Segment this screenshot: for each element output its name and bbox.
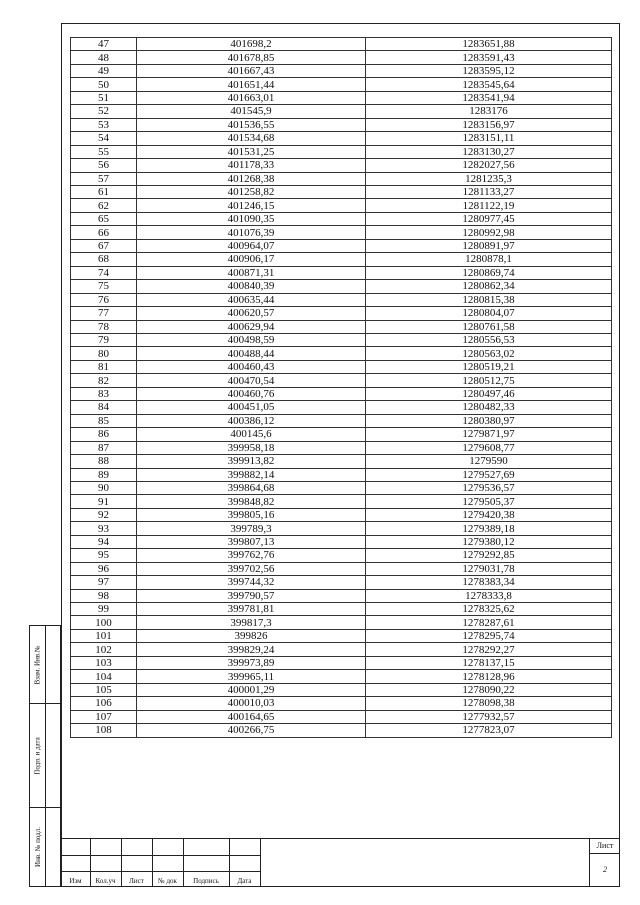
table-row: [71, 495, 612, 508]
x-coordinate-cell: 400164,65: [137, 710, 366, 723]
point-number-cell: 104: [71, 670, 137, 683]
table-row: [71, 481, 612, 494]
point-number-cell: 84: [71, 401, 137, 414]
x-coordinate-cell: 399790,57: [137, 589, 366, 602]
x-coordinate-cell: 401258,82: [137, 185, 366, 198]
table-row: [71, 374, 612, 387]
y-coordinate-cell: 1279871,97: [366, 428, 612, 441]
x-coordinate-cell: 401545,9: [137, 105, 366, 118]
point-number-cell: 78: [71, 320, 137, 333]
y-coordinate-cell: 1281122,19: [366, 199, 612, 212]
table-row: [71, 656, 612, 669]
point-number-cell: 81: [71, 360, 137, 373]
table-row: [71, 589, 612, 602]
table-row: [71, 159, 612, 172]
vzam-inv-label: Взам. Инв.№: [33, 645, 42, 685]
data-label: Дата: [237, 877, 252, 885]
point-number-cell: 67: [71, 239, 137, 252]
point-number-cell: 56: [71, 159, 137, 172]
x-coordinate-cell: 401178,33: [137, 159, 366, 172]
x-coordinate-cell: 399913,82: [137, 455, 366, 468]
y-coordinate-cell: 1278383,34: [366, 576, 612, 589]
x-coordinate-cell: 401246,15: [137, 199, 366, 212]
x-coordinate-cell: 400488,44: [137, 347, 366, 360]
x-coordinate-cell: 399829,24: [137, 643, 366, 656]
y-coordinate-cell: 1280563,02: [366, 347, 612, 360]
point-number-cell: 49: [71, 64, 137, 77]
y-coordinate-cell: 1280497,46: [366, 387, 612, 400]
y-coordinate-cell: 1277823,07: [366, 724, 612, 737]
point-number-cell: 75: [71, 280, 137, 293]
table-row: [71, 118, 612, 131]
table-row: [71, 414, 612, 427]
y-coordinate-cell: 1279536,57: [366, 481, 612, 494]
x-coordinate-cell: 400964,07: [137, 239, 366, 252]
table-row: [71, 199, 612, 212]
table-row: [71, 280, 612, 293]
x-coordinate-cell: 400871,31: [137, 266, 366, 279]
y-coordinate-cell: 1280519,21: [366, 360, 612, 373]
x-coordinate-cell: 399817,3: [137, 616, 366, 629]
table-row: [71, 64, 612, 77]
x-coordinate-cell: 399973,89: [137, 656, 366, 669]
point-number-cell: 50: [71, 78, 137, 91]
x-coordinate-cell: 400460,43: [137, 360, 366, 373]
y-coordinate-cell: 1280804,07: [366, 307, 612, 320]
point-number-cell: 55: [71, 145, 137, 158]
table-row: [71, 333, 612, 346]
point-number-cell: 68: [71, 253, 137, 266]
y-coordinate-cell: 1278287,61: [366, 616, 612, 629]
y-coordinate-cell: 1279505,37: [366, 495, 612, 508]
x-coordinate-cell: 400386,12: [137, 414, 366, 427]
table-row: [71, 616, 612, 629]
podpis-label: Подпись: [193, 877, 219, 885]
table-row: [71, 724, 612, 737]
point-number-cell: 61: [71, 185, 137, 198]
y-coordinate-cell: 1283151,11: [366, 132, 612, 145]
y-coordinate-cell: 1278292,27: [366, 643, 612, 656]
table-row: [71, 91, 612, 104]
point-number-cell: 94: [71, 535, 137, 548]
x-coordinate-cell: 400840,39: [137, 280, 366, 293]
y-coordinate-cell: 1282027,56: [366, 159, 612, 172]
sheet-header-label: Лист: [590, 839, 620, 854]
y-coordinate-cell: 1280878,1: [366, 253, 612, 266]
table-row: [71, 576, 612, 589]
table-row: [71, 603, 612, 616]
x-coordinate-cell: 399864,68: [137, 481, 366, 494]
point-number-cell: 91: [71, 495, 137, 508]
y-coordinate-cell: 1280380,97: [366, 414, 612, 427]
no-dok-label: № док: [158, 877, 177, 885]
y-coordinate-cell: 1283176: [366, 105, 612, 118]
x-coordinate-cell: 401667,43: [137, 64, 366, 77]
x-coordinate-cell: 400266,75: [137, 724, 366, 737]
table-row: [71, 347, 612, 360]
y-coordinate-cell: 1280761,58: [366, 320, 612, 333]
table-row: [71, 307, 612, 320]
x-coordinate-cell: 399958,18: [137, 441, 366, 454]
inv-podl-label: Инв. № подл.: [33, 827, 42, 867]
y-coordinate-cell: 1279527,69: [366, 468, 612, 481]
x-coordinate-cell: 399965,11: [137, 670, 366, 683]
table-row: [71, 441, 612, 454]
inv-podl-cell: [30, 808, 60, 886]
x-coordinate-cell: 399781,81: [137, 603, 366, 616]
point-number-cell: 85: [71, 414, 137, 427]
x-coordinate-cell: 399789,3: [137, 522, 366, 535]
title-block: [61, 838, 620, 887]
table-row: [71, 535, 612, 548]
point-number-cell: 97: [71, 576, 137, 589]
x-coordinate-cell: 401651,44: [137, 78, 366, 91]
kol-uch-label: Кол.уч: [95, 877, 116, 885]
point-number-cell: 92: [71, 508, 137, 521]
table-row: [71, 105, 612, 118]
x-coordinate-cell: 401268,38: [137, 172, 366, 185]
table-row: [71, 78, 612, 91]
point-number-cell: 47: [71, 38, 137, 51]
point-number-cell: 95: [71, 549, 137, 562]
y-coordinate-cell: 1277932,57: [366, 710, 612, 723]
point-number-cell: 53: [71, 118, 137, 131]
y-coordinate-cell: 1279031,78: [366, 562, 612, 575]
x-coordinate-cell: 399826: [137, 629, 366, 642]
x-coordinate-cell: 399848,82: [137, 495, 366, 508]
table-row: [71, 549, 612, 562]
y-coordinate-cell: 1283156,97: [366, 118, 612, 131]
point-number-cell: 76: [71, 293, 137, 306]
table-row: [71, 683, 612, 696]
table-row: [71, 132, 612, 145]
y-coordinate-cell: 1279608,77: [366, 441, 612, 454]
point-number-cell: 105: [71, 683, 137, 696]
table-row: [71, 522, 612, 535]
x-coordinate-cell: 399702,56: [137, 562, 366, 575]
list-label: Лист: [129, 877, 144, 885]
y-coordinate-cell: 1283651,88: [366, 38, 612, 51]
y-coordinate-cell: 1279590: [366, 455, 612, 468]
y-coordinate-cell: 1278090,22: [366, 683, 612, 696]
y-coordinate-cell: 1281133,27: [366, 185, 612, 198]
table-row: [71, 710, 612, 723]
x-coordinate-cell: 399807,13: [137, 535, 366, 548]
x-coordinate-cell: 400460,76: [137, 387, 366, 400]
point-number-cell: 93: [71, 522, 137, 535]
coordinates-table: [70, 37, 612, 738]
y-coordinate-cell: 1280869,74: [366, 266, 612, 279]
table-row: [71, 428, 612, 441]
point-number-cell: 52: [71, 105, 137, 118]
podp-data-label: Подп. и дата: [33, 737, 42, 775]
point-number-cell: 86: [71, 428, 137, 441]
table-row: [71, 239, 612, 252]
x-coordinate-cell: 399805,16: [137, 508, 366, 521]
izm-label: Изм: [69, 877, 82, 885]
point-number-cell: 77: [71, 307, 137, 320]
y-coordinate-cell: 1283541,94: [366, 91, 612, 104]
y-coordinate-cell: 1279292,85: [366, 549, 612, 562]
point-number-cell: 79: [71, 333, 137, 346]
point-number-cell: 103: [71, 656, 137, 669]
table-row: [71, 51, 612, 64]
table-row: [71, 212, 612, 225]
x-coordinate-cell: 401663,01: [137, 91, 366, 104]
y-coordinate-cell: 1280512,75: [366, 374, 612, 387]
point-number-cell: 82: [71, 374, 137, 387]
y-coordinate-cell: 1280891,97: [366, 239, 612, 252]
y-coordinate-cell: 1283591,43: [366, 51, 612, 64]
y-coordinate-cell: 1280482,33: [366, 401, 612, 414]
x-coordinate-cell: 401698,2: [137, 38, 366, 51]
x-coordinate-cell: 400629,94: [137, 320, 366, 333]
point-number-cell: 87: [71, 441, 137, 454]
point-number-cell: 98: [71, 589, 137, 602]
x-coordinate-cell: 401534,68: [137, 132, 366, 145]
point-number-cell: 74: [71, 266, 137, 279]
y-coordinate-cell: 1278295,74: [366, 629, 612, 642]
table-row: [71, 387, 612, 400]
point-number-cell: 107: [71, 710, 137, 723]
sheet-number: 2: [603, 865, 607, 874]
y-coordinate-cell: 1283545,64: [366, 78, 612, 91]
x-coordinate-cell: 400451,05: [137, 401, 366, 414]
table-row: [71, 629, 612, 642]
y-coordinate-cell: 1280992,98: [366, 226, 612, 239]
point-number-cell: 80: [71, 347, 137, 360]
x-coordinate-cell: 401531,25: [137, 145, 366, 158]
table-row: [71, 455, 612, 468]
y-coordinate-cell: 1279389,18: [366, 522, 612, 535]
table-row: [71, 643, 612, 656]
left-stamp-column: [29, 625, 61, 887]
point-number-cell: 96: [71, 562, 137, 575]
point-number-cell: 88: [71, 455, 137, 468]
point-number-cell: 48: [71, 51, 137, 64]
y-coordinate-cell: 1280862,34: [366, 280, 612, 293]
vzam-inv-cell: [30, 626, 60, 704]
x-coordinate-cell: 399762,76: [137, 549, 366, 562]
point-number-cell: 106: [71, 697, 137, 710]
x-coordinate-cell: 401536,55: [137, 118, 366, 131]
table-row: [71, 266, 612, 279]
point-number-cell: 108: [71, 724, 137, 737]
y-coordinate-cell: 1279420,38: [366, 508, 612, 521]
x-coordinate-cell: 400620,57: [137, 307, 366, 320]
x-coordinate-cell: 401678,85: [137, 51, 366, 64]
point-number-cell: 54: [71, 132, 137, 145]
x-coordinate-cell: 400906,17: [137, 253, 366, 266]
point-number-cell: 100: [71, 616, 137, 629]
table-row: [71, 508, 612, 521]
x-coordinate-cell: 401076,39: [137, 226, 366, 239]
table-row: [71, 670, 612, 683]
y-coordinate-cell: 1278137,15: [366, 656, 612, 669]
x-coordinate-cell: 400635,44: [137, 293, 366, 306]
revision-grid: [61, 839, 261, 887]
table-row: [71, 38, 612, 51]
y-coordinate-cell: 1283130,27: [366, 145, 612, 158]
y-coordinate-cell: 1280815,38: [366, 293, 612, 306]
x-coordinate-cell: 399744,32: [137, 576, 366, 589]
table-row: [71, 172, 612, 185]
x-coordinate-cell: 400145,6: [137, 428, 366, 441]
x-coordinate-cell: 399882,14: [137, 468, 366, 481]
table-row: [71, 697, 612, 710]
x-coordinate-cell: 400001,29: [137, 683, 366, 696]
y-coordinate-cell: 1280977,45: [366, 212, 612, 225]
point-number-cell: 101: [71, 629, 137, 642]
podp-data-cell: [30, 704, 60, 808]
table-row: [71, 145, 612, 158]
y-coordinate-cell: 1278325,62: [366, 603, 612, 616]
x-coordinate-cell: 400470,54: [137, 374, 366, 387]
table-row: [71, 401, 612, 414]
table-row: [71, 253, 612, 266]
y-coordinate-cell: 1278128,96: [366, 670, 612, 683]
table-row: [71, 562, 612, 575]
point-number-cell: 51: [71, 91, 137, 104]
point-number-cell: 66: [71, 226, 137, 239]
y-coordinate-cell: 1281235,3: [366, 172, 612, 185]
y-coordinate-cell: 1279380,12: [366, 535, 612, 548]
x-coordinate-cell: 401090,35: [137, 212, 366, 225]
y-coordinate-cell: 1280556,53: [366, 333, 612, 346]
x-coordinate-cell: 400498,59: [137, 333, 366, 346]
point-number-cell: 99: [71, 603, 137, 616]
table-row: [71, 293, 612, 306]
point-number-cell: 89: [71, 468, 137, 481]
sheet-number-box: [589, 839, 620, 887]
y-coordinate-cell: 1278098,38: [366, 697, 612, 710]
table-row: [71, 226, 612, 239]
table-row: [71, 320, 612, 333]
point-number-cell: 62: [71, 199, 137, 212]
table-row: [71, 185, 612, 198]
table-row: [71, 360, 612, 373]
point-number-cell: 65: [71, 212, 137, 225]
point-number-cell: 83: [71, 387, 137, 400]
point-number-cell: 102: [71, 643, 137, 656]
table-row: [71, 468, 612, 481]
point-number-cell: 90: [71, 481, 137, 494]
point-number-cell: 57: [71, 172, 137, 185]
y-coordinate-cell: 1278333,8: [366, 589, 612, 602]
x-coordinate-cell: 400010,03: [137, 697, 366, 710]
y-coordinate-cell: 1283595,12: [366, 64, 612, 77]
